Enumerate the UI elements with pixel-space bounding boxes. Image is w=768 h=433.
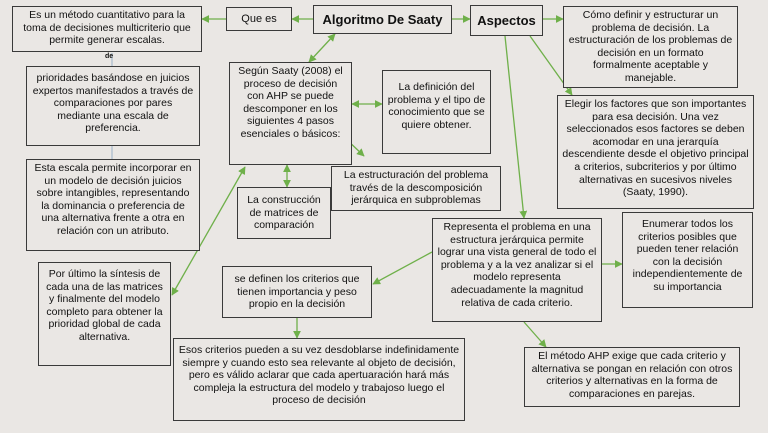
como-definir-box: Cómo definir y estructurar un problema de decisión. La estructuración de los problemas de decisión en un formato formalmente aceptable y manejable. — [563, 6, 738, 88]
representa-box: Representa el problema en una estructura jerárquica permite lograr una vista general de todo el problema y a la vez analizar si el modelo representa adecuadamente la magnitud relativa de cada criterio. — [432, 218, 602, 322]
construccion-box: La construcción de matrices de comparación — [237, 187, 331, 239]
se-definen-box: se definen los criterios que tienen importancia y peso propio en la decisión — [222, 266, 372, 318]
sintesis-box: Por último la síntesis de cada una de las matrices y finalmente del modelo completo para obtener la prioridad global de cada alternativa. — [38, 262, 171, 366]
de-label: de — [105, 53, 114, 60]
arrow-representa-metodoAHP — [524, 322, 546, 347]
arrow-aspectos-representa — [505, 36, 524, 218]
metodo-box: Es un método cuantitativo para la toma de decisiones multicriterio que permite generar escalas. — [12, 6, 202, 52]
segun-saaty-box: Según Saaty (2008) el proceso de decisión con AHP se puede descomponer en los siguientes 4 pasos esenciales o básicos: — [229, 62, 352, 165]
aspectos-box: Aspectos — [470, 5, 543, 36]
enumerar-box: Enumerar todos los criterios posibles que pueden tener relación con la decisión independientemente de su importancia — [622, 212, 753, 308]
esta-escala-box: Esta escala permite incorporar en un modelo de decisión juicios sobre intangibles, representando la dominancia o preferencia de una alternativa frente a otra en relación con un atributo. — [26, 159, 200, 251]
definicion-box: La definición del problema y el tipo de conocimiento que se quiere obtener. — [382, 70, 491, 154]
prioridades-box: prioridades basándose en juicios expertos manifestados a través de comparaciones por pares mediante una escala de preferencia. — [26, 66, 200, 146]
page-title: Algoritmo De Saaty — [313, 5, 452, 34]
elegir-box: Elegir los factores que son importantes para esa decisión. Una vez seleccionados esos factores se deben acomodar en una jerarquía descendiente desde el objetivo principal a criterios, subcriterios y por último alternativas en sucesivos niveles (Saaty, 1990). — [557, 95, 754, 209]
arrow-representa-seDefinen — [373, 252, 432, 284]
metodo-ahp-box: El método AHP exige que cada criterio y alternativa se pongan en relación con otros criterios y alternativas en la forma de comparaciones en parejas. — [524, 347, 740, 407]
que-es-box: Que es — [226, 7, 292, 31]
esos-criterios-box: Esos criterios pueden a su vez desdoblarse indefinidamente siempre y cuando esto sea relevante al objeto de decisión, pero es válido aclarar que cada apertuaración hará más compleja la estructura del modelo y trabajoso luego el proceso de decisión — [173, 338, 465, 421]
arrow-titulo-segunSaaty — [309, 34, 335, 62]
estructuracion-box: La estructuración del problema través de la descomposición jerárquica en subproblemas — [331, 166, 501, 211]
